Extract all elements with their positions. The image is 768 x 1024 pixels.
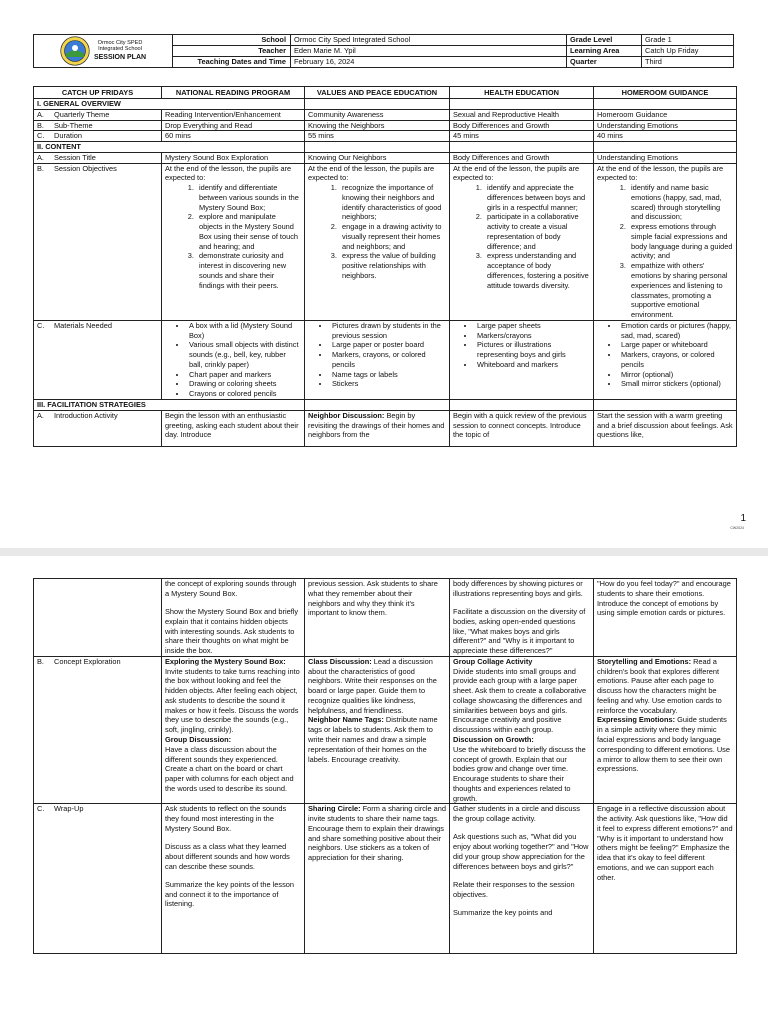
teacher-value: Eden Marie M. Ypil	[291, 46, 567, 57]
cell-objectives-4: At the end of the lesson, the pupils are expected to: 1. identify and name basic emotions (happy, sad, mad, scared) through storytelling and discussion; 2. express emotions through simple facial expressions and body language during a guided activity; and 3. empathize with others' emotions by sharing personal experiences and listening to classmates, promoting a supportive emotional environment.	[594, 163, 737, 320]
cell-intro-1: the concept of exploring sounds through a Mystery Sound Box. Show the Mystery Sound Box and briefly explain that it contains hidden objects with interesting sounds. Ask students to share their thoughts on what might be inside the box.	[162, 579, 305, 657]
col-header-health: HEALTH EDUCATION	[450, 87, 594, 99]
cell-subtheme-4: Understanding Emotions	[594, 120, 737, 131]
cell-subtheme-3: Body Differences and Growth	[450, 120, 594, 131]
quarter-label: Quarter	[567, 57, 642, 68]
col-header-catchup: CATCH UP FRIDAYS	[34, 87, 162, 99]
col-header-reading: NATIONAL READING PROGRAM	[162, 87, 305, 99]
page-2	[0, 556, 768, 1024]
cell-subtheme-2: Knowing the Neighbors	[305, 120, 450, 131]
row-label-intro-cont	[34, 579, 162, 657]
row-label-materials: C. Materials Needed	[34, 320, 162, 399]
row-label-title: A. Session Title	[34, 152, 162, 163]
section-content: II. CONTENT	[34, 142, 305, 153]
plan-table-page1	[33, 86, 737, 447]
cell-quarterly-2: Community Awareness	[305, 109, 450, 120]
cell-objectives-3: At the end of the lesson, the pupils are expected to: 1. identify and appreciate the differences between boys and girls in a respectful manner; 2. participate in a collaborative activity to create a visual representation of body difference; and 3. express understanding and acceptance of body differences, fostering a positive attitude towards diversity.	[450, 163, 594, 320]
cell-objectives-2: At the end of the lesson, the pupils are expected to: 1. recognize the importance of knowing their neighbors and identify characteristics of good neighbors; 2. engage in a drawing activity to visually represent their homes and neighbors; and 3. express the value of building positive relationships with neighbors.	[305, 163, 450, 320]
cell-materials-4: • Emotion cards or pictures (happy, sad, mad, scared) • Large paper or whiteboard • Markers, crayons, or colored pencils • Mirror (optional) • Small mirror stickers (optional)	[594, 320, 737, 399]
col-header-values: VALUES AND PEACE EDUCATION	[305, 87, 450, 99]
area-label: Learning Area	[567, 46, 642, 57]
cell-quarterly-4: Homeroom Guidance	[594, 109, 737, 120]
document-title: SESSION PLAN	[93, 54, 147, 61]
section-facilitation: III. FACILITATION STRATEGIES	[34, 399, 305, 410]
row-label-wrapup: C. Wrap-Up	[34, 804, 162, 954]
school-seal-icon	[60, 36, 90, 66]
cell-duration-3: 45 mins	[450, 131, 594, 142]
cell-title-4: Understanding Emotions	[594, 152, 737, 163]
cell-subtheme-1: Drop Everything and Read	[162, 120, 305, 131]
header-table	[33, 34, 734, 68]
cell-title-2: Knowing Our Neighbors	[305, 152, 450, 163]
col-header-homeroom: HOMEROOM GUIDANCE	[594, 87, 737, 99]
cell-wrapup-4: Engage in a reflective discussion about the activity. Ask questions like, "How did it feel to express different emotions?" and "Why is it important to understand how others might be feeling?" Emphasize the idea that it's okay to feel different emotions, and we can support each other.	[594, 804, 737, 954]
cell-wrapup-3: Gather students in a circle and discuss the group collage activity. Ask questions such as, "What did you enjoy about working together?" and "How did your group show appreciation for the differences between boys and girls?" Relate their responses to the session objectives. Summarize the key points and	[450, 804, 594, 954]
section-overview: I. GENERAL OVERVIEW	[34, 99, 305, 110]
cell-quarterly-1: Reading Intervention/Enhancement	[162, 109, 305, 120]
cell-materials-2: • Pictures drawn by students in the previous session • Large paper or poster board • Markers, crayons, or colored pencils • Name tags or labels • Stickers	[305, 320, 450, 399]
footer-code: CW2024	[730, 526, 744, 530]
cell-intro-3-top: Begin with a quick review of the previous session to connect concepts. Introduce the topic of	[450, 410, 594, 446]
grade-value: Grade 1	[642, 35, 734, 46]
page-gap	[0, 548, 768, 556]
logo-line-2: Integrated School	[98, 46, 142, 53]
row-label-subtheme: B. Sub-Theme	[34, 120, 162, 131]
cell-concept-3: Group Collage Activity Divide students into small groups and provide each group with a large paper sheet. Ask them to create a collaborative collage showcasing the differences and similarities between boys and girls. Encourage creativity and positive discussions within each group. Discussion on Growth: Use the whiteboard to briefly discuss the concept of growth. Explain that our bodies grow and change over time. Encourage students to share their thoughts and experiences related to growth.	[450, 656, 594, 803]
dates-value: February 16, 2024	[291, 57, 567, 68]
cell-intro-4-top: Start the session with a warm greeting and a brief discussion about feelings. Ask questions like,	[594, 410, 737, 446]
cell-intro-1-top: Begin the lesson with an enthusiastic greeting, asking each student about their day. Introduce	[162, 410, 305, 446]
cell-materials-1: • A box with a lid (Mystery Sound Box) • Various small objects with distinct sounds (e.g., bell, key, rubber ball, crinkly paper) • Chart paper and markers • Drawing or coloring sheets • Crayons or colored pencils	[162, 320, 305, 399]
cell-duration-2: 55 mins	[305, 131, 450, 142]
row-label-duration: C. Duration	[34, 131, 162, 142]
row-label-intro: A. Introduction Activity	[34, 410, 162, 446]
dates-label: Teaching Dates and Time	[173, 57, 291, 68]
page-number: 1	[740, 513, 746, 524]
teacher-label: Teacher	[173, 46, 291, 57]
row-label-quarterly: A. Quarterly Theme	[34, 109, 162, 120]
cell-duration-1: 60 mins	[162, 131, 305, 142]
cell-concept-4: Storytelling and Emotions: Read a children's book that explores different emotions. Pause after each page to discuss how the characters might be feeling and why. Use emotion cards to reinforce the vocabulary. Expressing Emotions: Guide students in a simple activity where they mimic facial expressions and body language corresponding to different emotions. Use a mirror to allow them to see their own expressions.	[594, 656, 737, 803]
cell-title-3: Body Differences and Growth	[450, 152, 594, 163]
cell-objectives-1: At the end of the lesson, the pupils are expected to: 1. identify and differentiate between various sounds in the Mystery Sound Box; 2. explore and manipulate objects in the Mystery Sound Box using their sense of touch and hearing; and 3. demonstrate curiosity and interest in discovering new sounds and share their findings with their peers.	[162, 163, 305, 320]
grade-label: Grade Level	[567, 35, 642, 46]
cell-intro-3: body differences by showing pictures or illustrations representing boys and girls. Facilitate a discussion on the diversity of bodies, asking open-ended questions like, "What makes boys and girls different?" and "Why is it important to appreciate these differences?"	[450, 579, 594, 657]
cell-materials-3: • Large paper sheets • Markers/crayons • Pictures or illustrations representing boys and girls • Whiteboard and markers	[450, 320, 594, 399]
cell-wrapup-2: Sharing Circle: Form a sharing circle and invite students to share their name tags. Encourage them to explain their drawings and share something positive about their neighbors. Use stickers as a token of appreciation for their sharing.	[305, 804, 450, 954]
cell-concept-1: Exploring the Mystery Sound Box: Invite students to take turns reaching into the box without looking and feel the hidden objects. After feeling each object, ask students to describe the sound it makes or how it feels. Discuss the words they use to describe the sounds (e.g., soft, jingling, crinkly). Group Discussion: Have a class discussion about the different sounds they experienced. Create a chart on the board or chart paper with columns for each object and the words used to describe its sound.	[162, 656, 305, 803]
cell-duration-4: 40 mins	[594, 131, 737, 142]
row-label-objectives: B. Session Objectives	[34, 163, 162, 320]
cell-wrapup-1: Ask students to reflect on the sounds they found most interesting in the Mystery Sound Box. Discuss as a class what they learned about different sounds and how words can describe these sounds. Summarize the key points of the lesson and connect it to the importance of listening.	[162, 804, 305, 954]
logo-line-1: Ormoc City SPED	[97, 39, 143, 46]
quarter-value: Third	[642, 57, 734, 68]
plan-table-page2	[33, 578, 737, 954]
row-label-concept: B. Concept Exploration	[34, 656, 162, 803]
logo-cell	[34, 35, 173, 68]
cell-intro-2-top: Neighbor Discussion: Begin by revisiting the drawings of their homes and neighbors from the	[305, 410, 450, 446]
cell-quarterly-3: Sexual and Reproductive Health	[450, 109, 594, 120]
cell-concept-2: Class Discussion: Lead a discussion about the characteristics of good neighbors. Write their responses on the board or large paper. Guide them to recognize qualities like kindness, helpfulness, and friendliness. Neighbor Name Tags: Distribute name tags or labels to students. Ask them to write their names and draw a simple representation of their homes on the labels. Encourage creativity.	[305, 656, 450, 803]
cell-intro-4: "How do you feel today?" and encourage students to share their emotions. Introduce the concept of emotions by using simple emotion cards or pictures.	[594, 579, 737, 657]
cell-intro-2: previous session. Ask students to share what they remember about their neighbors and why they think it's important to know them.	[305, 579, 450, 657]
area-value: Catch Up Friday	[642, 46, 734, 57]
school-label: School	[173, 35, 291, 46]
school-value: Ormoc City Sped Integrated School	[291, 35, 567, 46]
cell-title-1: Mystery Sound Box Exploration	[162, 152, 305, 163]
